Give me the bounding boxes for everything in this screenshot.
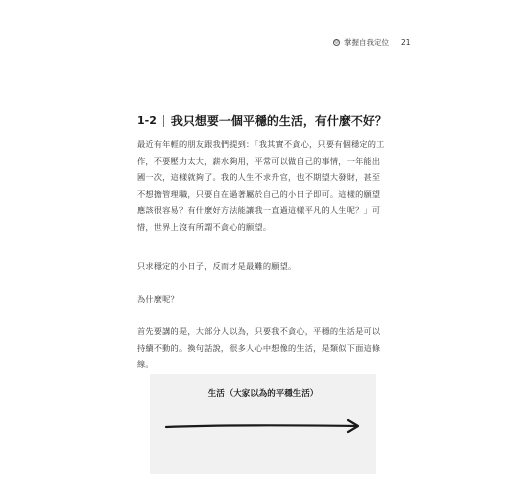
- section-title: 我只想要一個平穩的生活，有什麼不好？: [170, 114, 387, 128]
- section-heading: [137, 112, 387, 129]
- running-head-title: 掌握自我定位: [344, 38, 389, 47]
- figure-title: 生活（大家以為的平穩生活）: [207, 389, 319, 399]
- paragraph-intro: 最近有年輕的朋友跟我們提到：「我其實不貪心，只要有個穩定的工作，不要壓力太大，薪水夠用，平常可以做自己的事情，一年能出國一次，這樣就夠了。我的人生不求升官，也不期望大發財，甚至不想擔管理職，只要自在過著屬於自己的小日子即可。這樣的願望應該很容易？有什麼好方法能讓我一直過這樣平凡的人生呢？」可惜，世界上沒有所謂不貪心的願望。: [137, 139, 385, 232]
- running-head: [333, 37, 411, 48]
- circle-emblem-icon: ◎: [334, 39, 339, 45]
- right-arrow-icon: [164, 414, 364, 438]
- paragraph-question: 為什麼呢？: [137, 294, 179, 304]
- section-divider: [163, 115, 164, 127]
- paragraph-statement: 只求穩定的小日子，反而才是最難的願望。: [137, 261, 297, 271]
- page-number: 21: [401, 38, 411, 47]
- section-number: 1-2: [137, 114, 157, 127]
- paragraph-explanation: 首先要講的是，大部分人以為，只要我不貪心，平穩的生活是可以持續不動的。換句話說，很多人心中想像的生活，是類似下面這條線。: [137, 326, 381, 370]
- life-line-figure: [150, 374, 376, 474]
